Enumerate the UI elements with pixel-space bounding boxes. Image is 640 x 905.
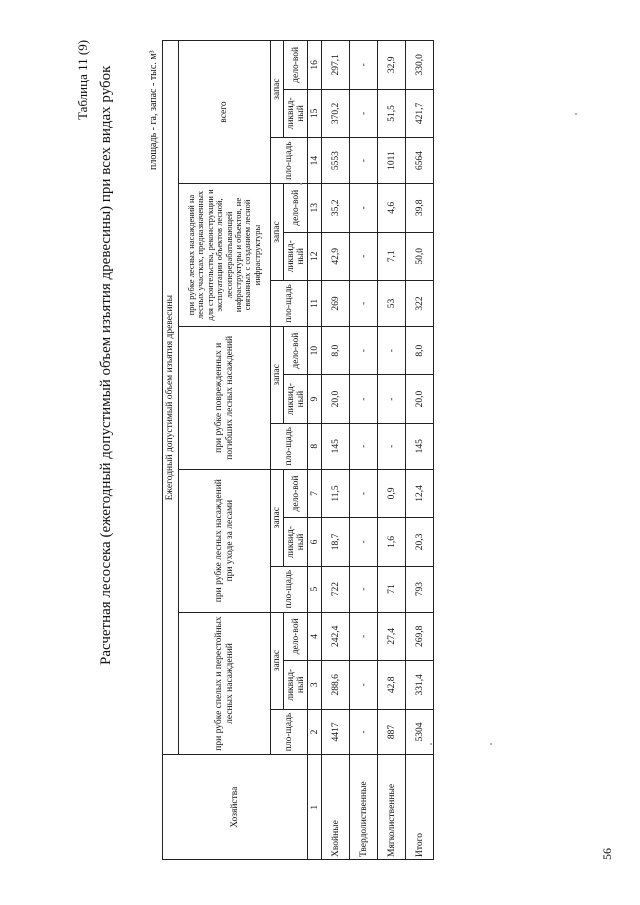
column-number: 7 xyxy=(308,469,322,517)
table-cell: - xyxy=(350,709,378,755)
table-cell: 145 xyxy=(406,423,434,469)
table-cell: 722 xyxy=(322,566,350,612)
header-stock: запас xyxy=(271,326,284,423)
table-cell: 51,5 xyxy=(378,89,406,137)
table-cell: 7,1 xyxy=(378,232,406,280)
table-title: Расчетная лесосека (ежегодный допустимый объем изъятия древесины) при всех видах рубок xyxy=(98,65,114,665)
column-number: 5 xyxy=(308,566,322,612)
table-row xyxy=(350,41,378,860)
column-number: 15 xyxy=(308,89,322,137)
table-cell: - xyxy=(378,375,406,423)
table-cell: - xyxy=(350,423,378,469)
header-business: дело-вой xyxy=(284,612,308,660)
column-number: 11 xyxy=(308,280,322,326)
table-cell: 242,4 xyxy=(322,612,350,660)
column-number: 1 xyxy=(308,755,322,860)
table-cell: - xyxy=(350,566,378,612)
table-number: Таблица 11 (9) xyxy=(75,39,90,120)
header-business: дело-вой xyxy=(284,326,308,374)
column-number: 2 xyxy=(308,709,322,755)
table-cell: 39,8 xyxy=(406,184,434,232)
header-group-total: всего xyxy=(179,41,271,184)
table-cell: 288,6 xyxy=(322,661,350,709)
header-group-mature: при рубке спелых и перестойных лесных насаждений xyxy=(179,612,271,755)
header-area: пло-щадь xyxy=(271,709,308,755)
table-cell: - xyxy=(350,41,378,90)
table-cell: - xyxy=(350,138,378,184)
table-row xyxy=(406,41,434,860)
header-liquid: ликвид-ный xyxy=(284,661,308,709)
table-cell: - xyxy=(350,184,378,232)
table-cell: 370,2 xyxy=(322,89,350,137)
table-cell: - xyxy=(350,232,378,280)
table-cell: 42,8 xyxy=(378,661,406,709)
table-cell: 330,0 xyxy=(406,41,434,90)
table-cell: 1011 xyxy=(378,138,406,184)
table-cell: 4,6 xyxy=(378,184,406,232)
header-area: пло-щадь xyxy=(271,138,308,184)
header-annual-volume: Ежегодный допустимый объем изъятия древесины xyxy=(163,41,179,755)
header-liquid: ликвид-ный xyxy=(284,375,308,423)
table-cell: - xyxy=(350,661,378,709)
table-cell: - xyxy=(350,89,378,137)
header-stock: запас xyxy=(271,469,284,566)
scan-speck xyxy=(430,743,432,745)
table-cell: 35,2 xyxy=(322,184,350,232)
table-cell: - xyxy=(350,469,378,517)
page-number: 56 xyxy=(600,848,614,860)
table-cell: 20,3 xyxy=(406,518,434,566)
table-cell: 53 xyxy=(378,280,406,326)
table-row xyxy=(322,41,350,860)
header-farms: Хозяйства xyxy=(163,755,308,860)
scan-speck xyxy=(490,743,492,745)
header-liquid: ликвид-ный xyxy=(284,89,308,137)
table-cell: 20,0 xyxy=(322,375,350,423)
header-liquid: ликвид-ный xyxy=(284,518,308,566)
allowable-cut-table xyxy=(162,40,434,860)
table-cell: 8,0 xyxy=(322,326,350,374)
row-farm-name: Хвойные xyxy=(322,755,350,860)
table-cell: 331,4 xyxy=(406,661,434,709)
header-group-thinning: при рубке лесных насаждений при уходе за лесами xyxy=(179,469,271,612)
units-note: площадь - га, запас - тыс. м³ xyxy=(148,50,159,170)
table-cell: 8,0 xyxy=(406,326,434,374)
header-business: дело-вой xyxy=(284,184,308,232)
scan-speck xyxy=(575,113,577,115)
row-farm-name: Твердолиственные xyxy=(350,755,378,860)
table-body xyxy=(322,41,434,860)
table-cell: 269 xyxy=(322,280,350,326)
table-cell: 297,1 xyxy=(322,41,350,90)
table-cell: 12,4 xyxy=(406,469,434,517)
table-cell: 145 xyxy=(322,423,350,469)
table-cell: 1,6 xyxy=(378,518,406,566)
header-area: пло-щадь xyxy=(271,423,308,469)
header-liquid: ликвид-ный xyxy=(284,232,308,280)
table-cell: - xyxy=(350,375,378,423)
table-cell: 20,0 xyxy=(406,375,434,423)
table-cell: 11,5 xyxy=(322,469,350,517)
column-number: 16 xyxy=(308,41,322,90)
table-cell: 421,7 xyxy=(406,89,434,137)
table-cell: 27,4 xyxy=(378,612,406,660)
column-number: 14 xyxy=(308,138,322,184)
scan-speck xyxy=(300,183,302,185)
column-number: 4 xyxy=(308,612,322,660)
header-area: пло-щадь xyxy=(271,280,308,326)
table-row xyxy=(378,41,406,860)
column-number: 12 xyxy=(308,232,322,280)
table-cell: 50,0 xyxy=(406,232,434,280)
column-number: 6 xyxy=(308,518,322,566)
column-number: 3 xyxy=(308,661,322,709)
table-cell: 4417 xyxy=(322,709,350,755)
column-number: 10 xyxy=(308,326,322,374)
row-farm-name: Итого xyxy=(406,755,434,860)
table-cell: 71 xyxy=(378,566,406,612)
table-cell: - xyxy=(378,326,406,374)
header-area: пло-щадь xyxy=(271,566,308,612)
table-cell: - xyxy=(350,326,378,374)
row-farm-name: Мягколиственные xyxy=(378,755,406,860)
header-stock: запас xyxy=(271,612,284,709)
column-number: 8 xyxy=(308,423,322,469)
table-cell: 5304 xyxy=(406,709,434,755)
header-business: дело-вой xyxy=(284,41,308,90)
column-number-row xyxy=(308,41,322,860)
table-cell: 322 xyxy=(406,280,434,326)
table-cell: 6564 xyxy=(406,138,434,184)
table-cell: 18,7 xyxy=(322,518,350,566)
table-cell: - xyxy=(350,518,378,566)
table-cell: 32,9 xyxy=(378,41,406,90)
header-group-infrastructure: при рубке лесных насаждений на лесных участках, предназначенных для строительства, реконструкции и эксплуатации объектов лесной, лесоперерабатывающей инфраструктуры и объектов, не связанных с созданием лесной инфраструктуры xyxy=(179,184,271,327)
header-stock: запас xyxy=(271,41,284,138)
table-cell: - xyxy=(350,612,378,660)
column-number: 13 xyxy=(308,184,322,232)
table-cell: 42,9 xyxy=(322,232,350,280)
header-group-damaged: при рубке поврежденных и погибших лесных насаждений xyxy=(179,326,271,469)
table-cell: - xyxy=(350,280,378,326)
table-cell: 0,9 xyxy=(378,469,406,517)
table-cell: 269,8 xyxy=(406,612,434,660)
header-stock: запас xyxy=(271,184,284,281)
table-cell: 887 xyxy=(378,709,406,755)
table-cell: 5553 xyxy=(322,138,350,184)
table-cell: 793 xyxy=(406,566,434,612)
column-number: 9 xyxy=(308,375,322,423)
header-business: дело-вой xyxy=(284,469,308,517)
table-cell: - xyxy=(378,423,406,469)
